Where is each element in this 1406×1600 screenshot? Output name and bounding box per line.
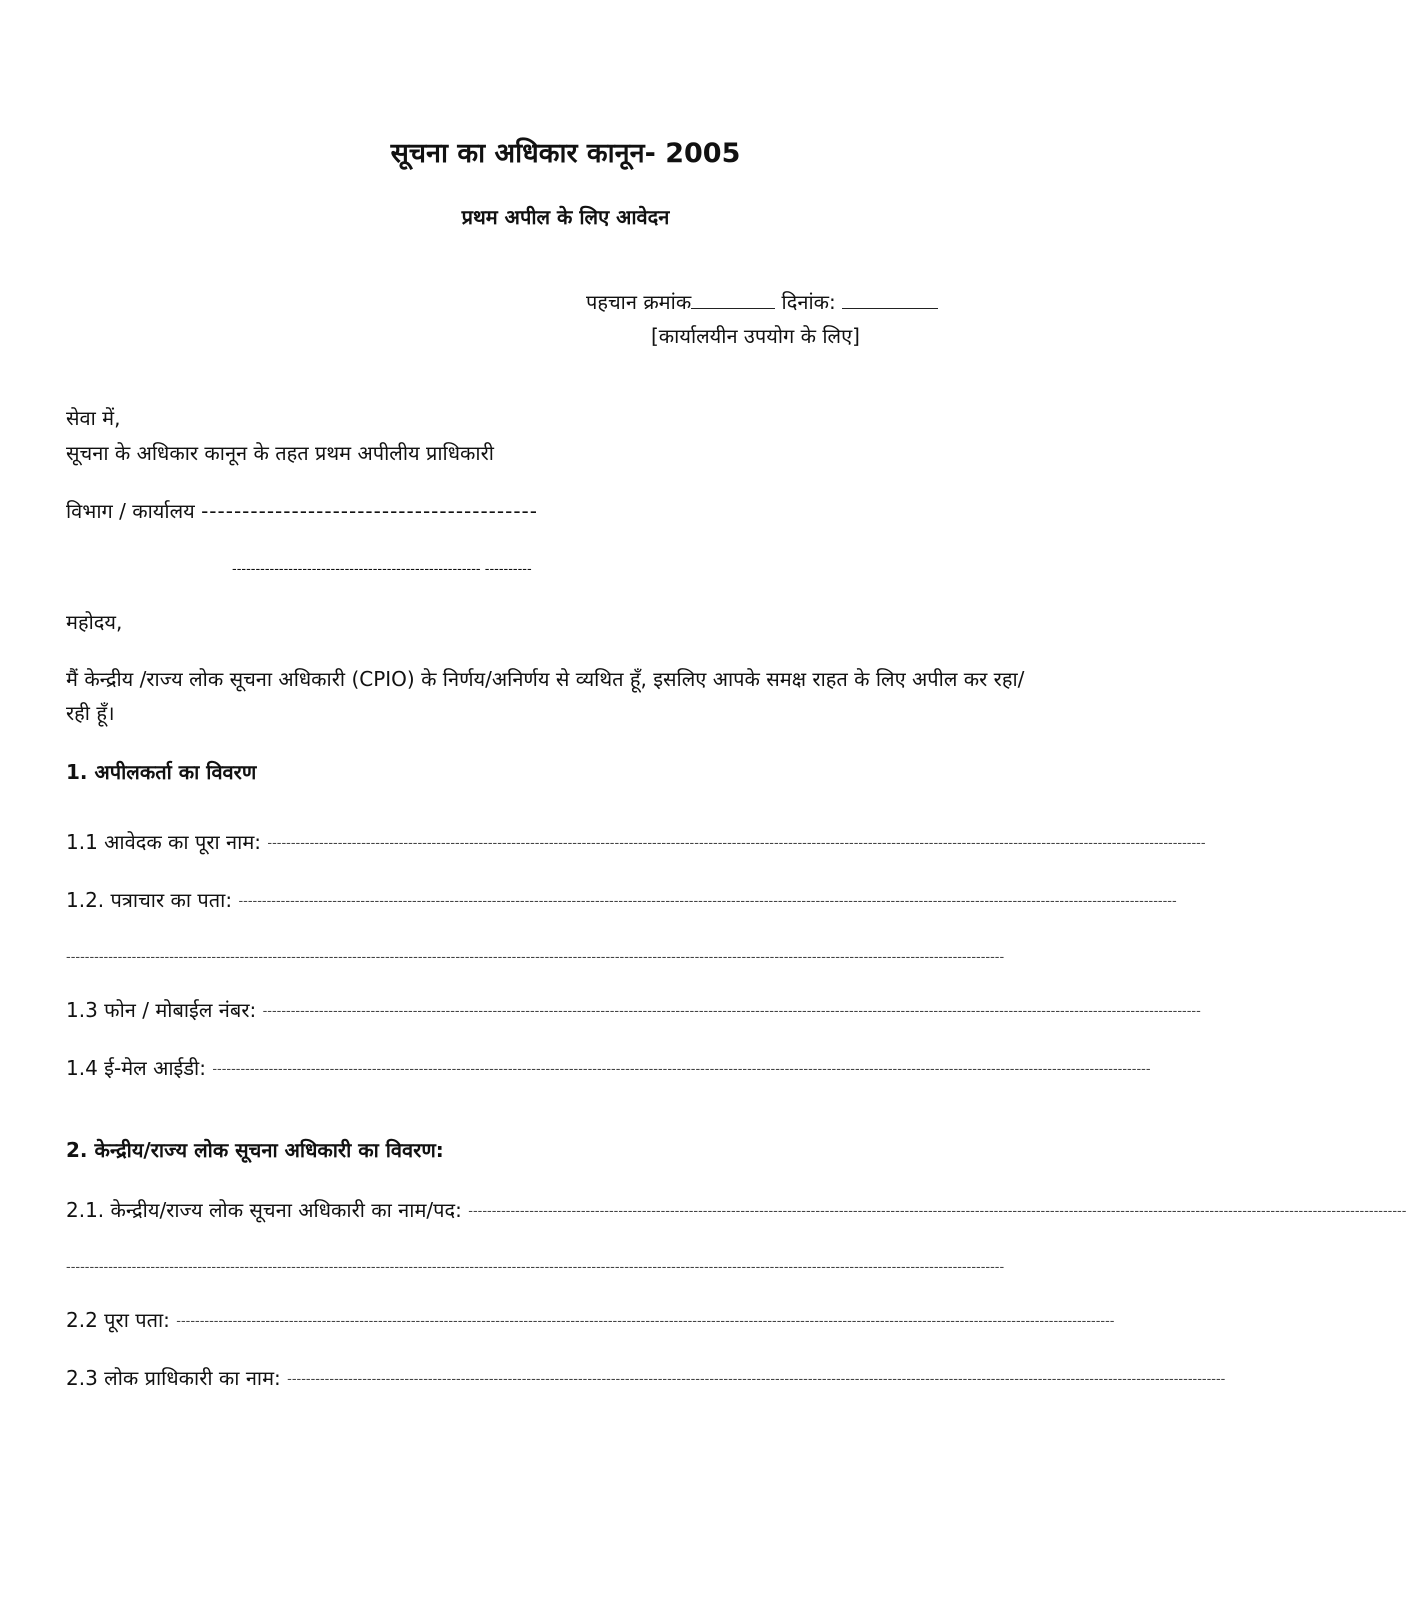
department-label: विभाग / कार्यालय <box>66 499 195 523</box>
office-use-row <box>586 288 938 316</box>
field-label: 2.3 लोक प्राधिकारी का नाम: <box>66 1366 281 1390</box>
field-correspondence-address <box>66 886 1177 916</box>
department-field-2[interactable]: ----------------------------------------------------- ---------- <box>232 562 532 577</box>
officer-name-input[interactable]: -------------------------------------------------------------------------------------------------------------------------------------------------------------------------------------------------------- <box>468 1203 1406 1219</box>
phone-input[interactable]: -------------------------------------------------------------------------------------------------------------------------------------------------------------------------------------------------------- <box>262 1003 1201 1019</box>
applicant-name-input[interactable]: -------------------------------------------------------------------------------------------------------------------------------------------------------------------------------------------------------- <box>267 835 1206 851</box>
page-title: सूचना का अधिकार कानून- 2005 <box>390 138 741 169</box>
field-email <box>66 1054 1151 1084</box>
field-applicant-name <box>66 828 1206 858</box>
page-subtitle: प्रथम अपील के लिए आवेदन <box>461 205 670 229</box>
field-label: 2.2 पूरा पता: <box>66 1308 170 1332</box>
office-use-note: [कार्यालयीन उपयोग के लिए] <box>651 324 860 348</box>
field-full-address <box>66 1306 1115 1336</box>
correspondence-address-input[interactable]: -------------------------------------------------------------------------------------------------------------------------------------------------------------------------------------------------------- <box>238 893 1177 909</box>
authority-name-input[interactable]: -------------------------------------------------------------------------------------------------------------------------------------------------------------------------------------------------------- <box>287 1371 1226 1387</box>
correspondence-address-input-2[interactable]: -------------------------------------------------------------------------------------------------------------------------------------------------------------------------------------------------------- <box>66 949 1005 965</box>
field-phone <box>66 996 1201 1026</box>
section2-heading: 2. केन्द्रीय/राज्य लोक सूचना अधिकारी का विवरण: <box>66 1138 444 1162</box>
department-field[interactable]: ----------------------------------------- <box>201 499 538 523</box>
section1-heading: 1. अपीलकर्ता का विवरण <box>66 760 257 784</box>
field-label: 1.1 आवेदक का पूरा नाम: <box>66 830 262 854</box>
officer-name-input-2[interactable]: -------------------------------------------------------------------------------------------------------------------------------------------------------------------------------------------------------- <box>66 1259 1005 1275</box>
field-label: 2.1. केन्द्रीय/राज्य लोक सूचना अधिकारी का नाम/पद: <box>66 1198 462 1222</box>
full-address-input[interactable]: -------------------------------------------------------------------------------------------------------------------------------------------------------------------------------------------------------- <box>176 1313 1115 1329</box>
field-officer-name <box>66 1196 1406 1226</box>
department-row <box>66 497 538 525</box>
field-authority-name <box>66 1364 1226 1394</box>
id-number-label: पहचान क्रमांक <box>586 290 692 314</box>
field-label: 1.2. पत्राचार का पता: <box>66 888 233 912</box>
date-label: दिनांक: <box>781 290 836 314</box>
field-label: 1.4 ई-मेल आईडी: <box>66 1056 206 1080</box>
date-blank[interactable] <box>842 288 938 309</box>
id-number-blank[interactable] <box>691 288 775 309</box>
correspondence-address-line-2 <box>66 942 1005 972</box>
officer-name-line-2 <box>66 1252 1005 1282</box>
email-input[interactable]: -------------------------------------------------------------------------------------------------------------------------------------------------------------------------------------------------------- <box>212 1061 1151 1077</box>
body-paragraph: मैं केन्द्रीय /राज्य लोक सूचना अधिकारी (CPIO) के निर्णय/अनिर्णय से व्यथित हूँ, इसलिए आपके समक्ष राहत के लिए अपील कर रहा/रही हूँ। <box>66 667 1025 725</box>
field-label: 1.3 फोन / मोबाईल नंबर: <box>66 998 257 1022</box>
to-line: सेवा में, <box>66 406 121 430</box>
recipient-line: सूचना के अधिकार कानून के तहत प्रथम अपीलीय प्राधिकारी <box>66 441 494 465</box>
salutation: महोदय, <box>66 610 123 634</box>
